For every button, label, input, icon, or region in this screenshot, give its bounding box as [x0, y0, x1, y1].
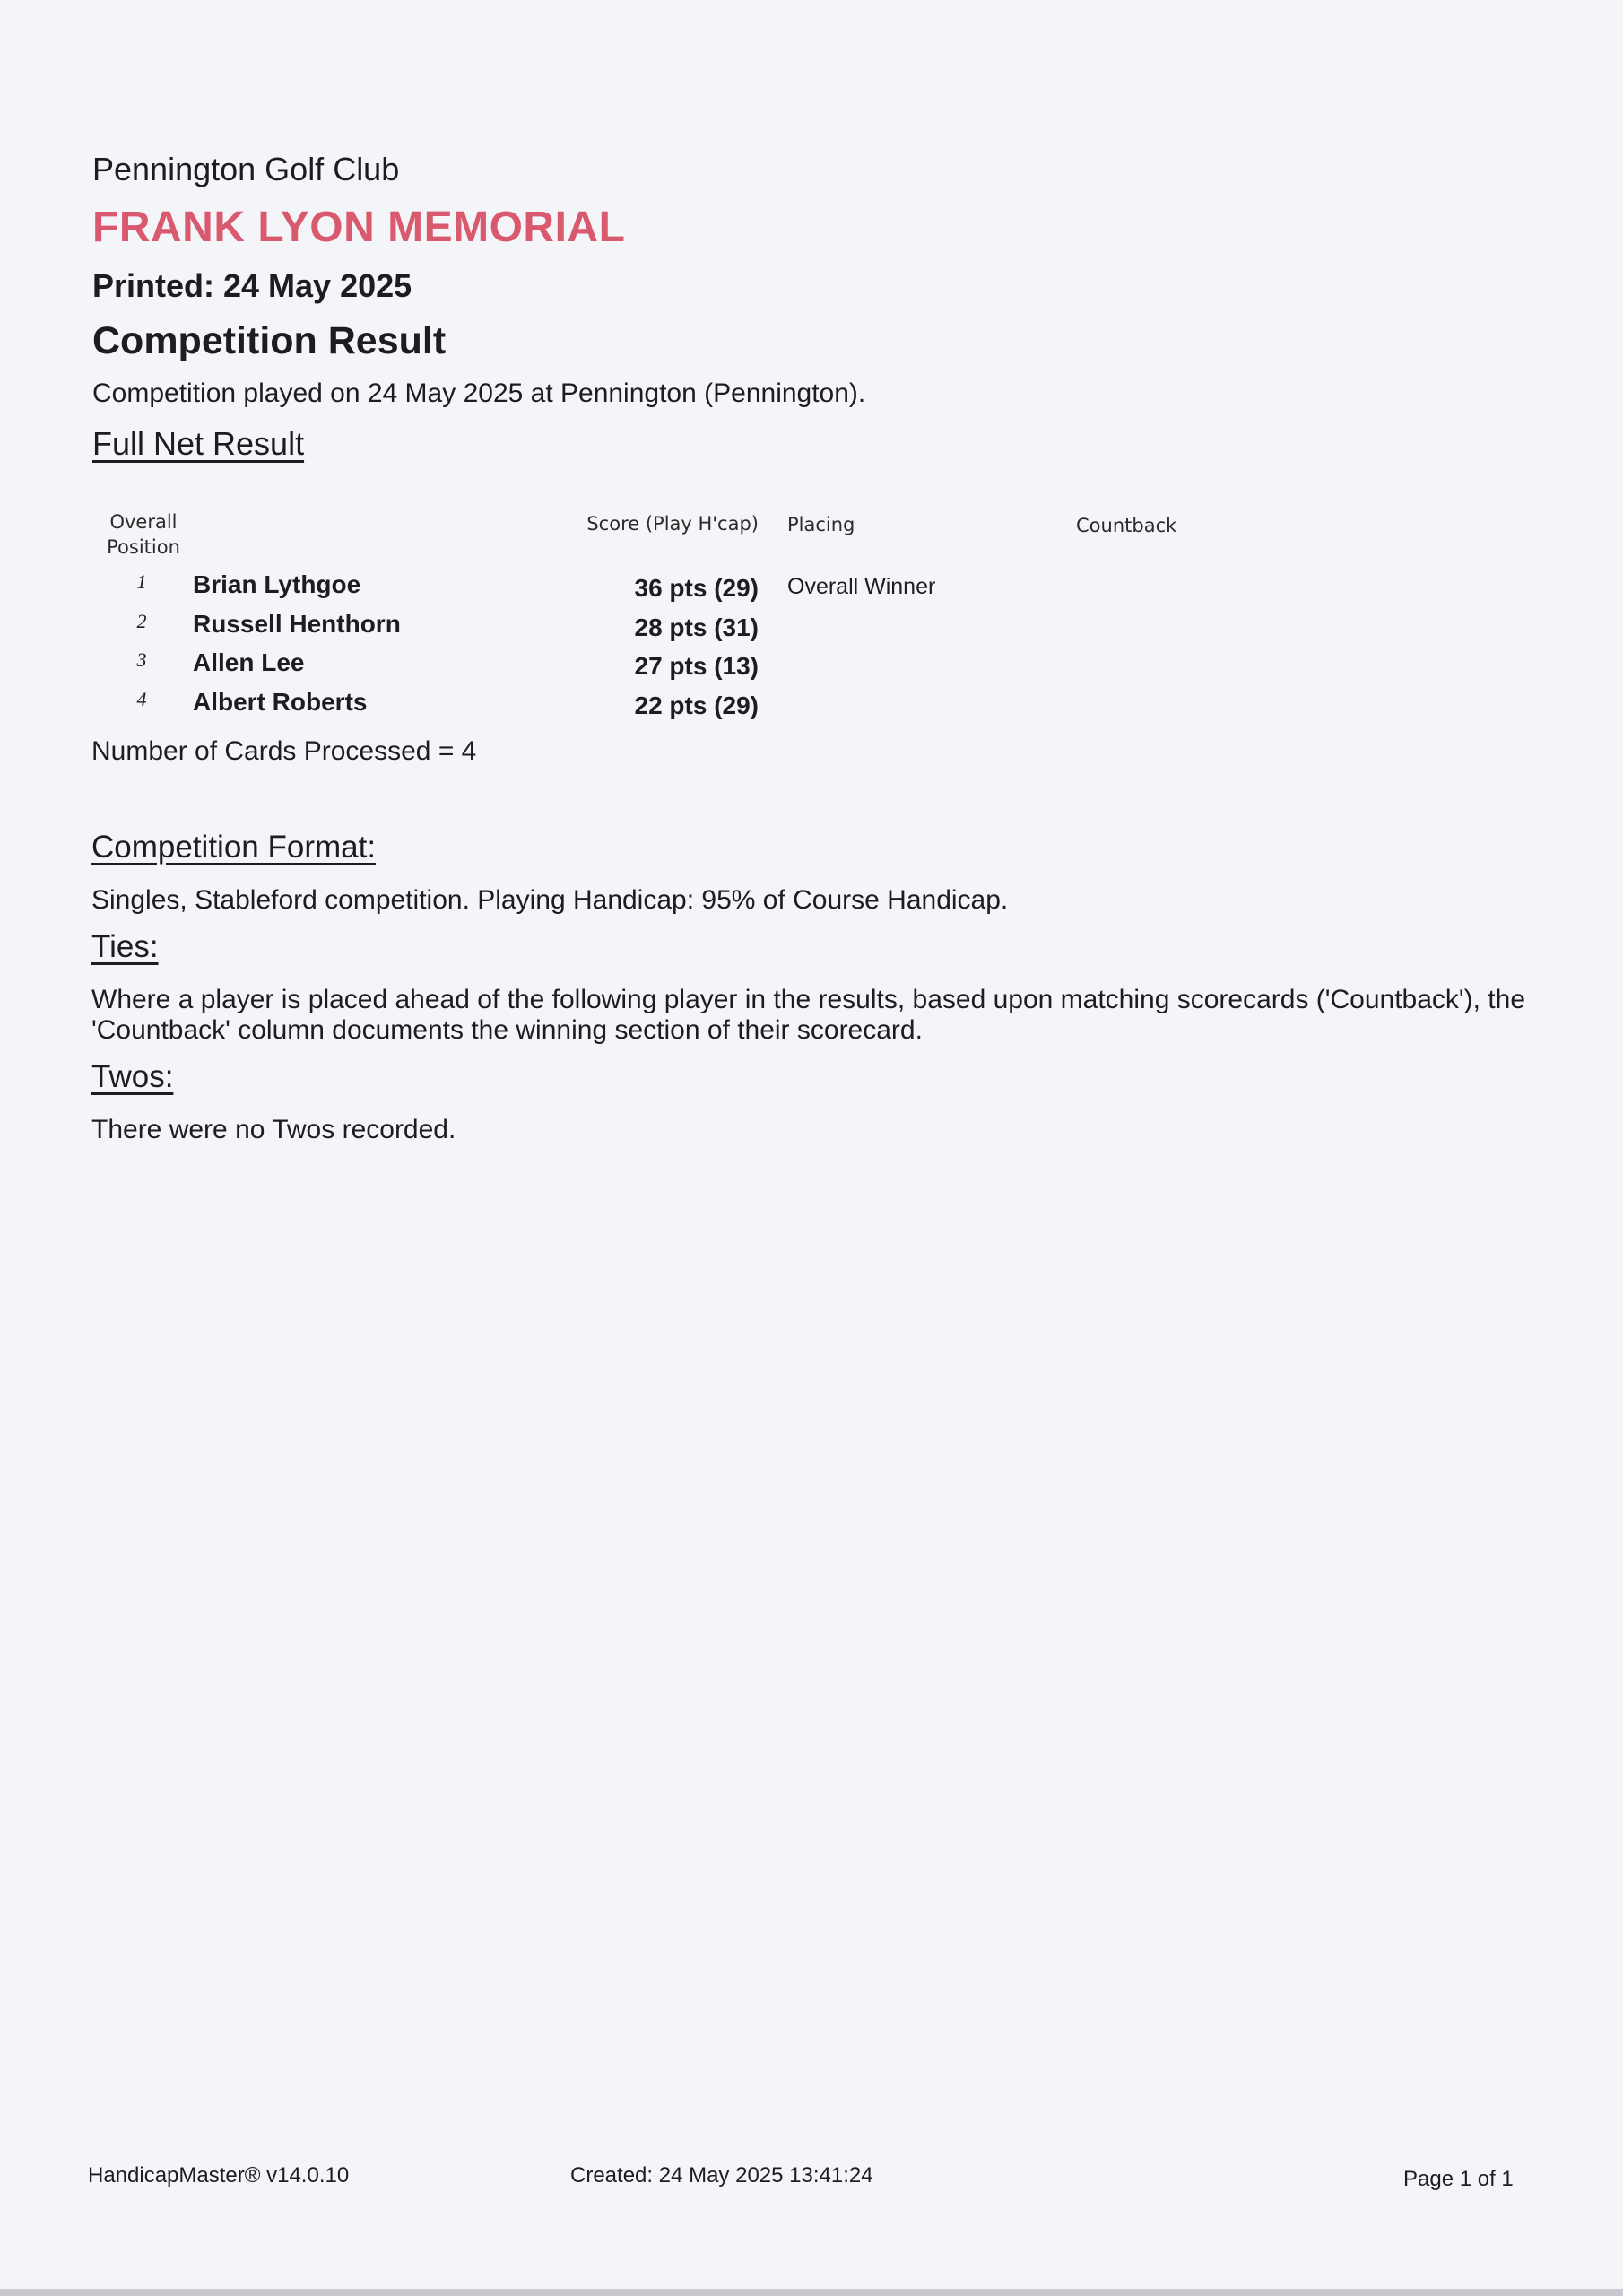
player-score: 22 pts (29) — [634, 691, 759, 719]
player-name: Allen Lee — [193, 648, 305, 676]
row-position: 1 — [136, 570, 147, 593]
column-header-position: Overall Position — [107, 511, 180, 558]
printed-date: Printed: 24 May 2025 — [92, 267, 412, 304]
player-score: 36 pts (29) — [634, 574, 759, 602]
column-header-countback: Countback — [1076, 515, 1177, 536]
club-name: Pennington Golf Club — [92, 151, 400, 187]
result-heading: Competition Result — [92, 319, 447, 362]
player-placing: Overall Winner — [787, 574, 936, 599]
player-name: Brian Lythgoe — [193, 570, 361, 598]
ties-text: Where a player is placed ahead of the following player in the results, based upon matching scorecards ('Countback'), the 'Countback' column documents the winning section of their scorecard. — [91, 985, 1526, 1045]
competition-title: FRANK LYON MEMORIAL — [92, 204, 626, 251]
player-score: 28 pts (31) — [634, 613, 759, 641]
twos-text: There were no Twos recorded. — [91, 1115, 456, 1144]
row-position: 3 — [136, 648, 147, 671]
net-result-heading: Full Net Result — [92, 425, 305, 462]
column-header-placing: Placing — [787, 514, 855, 535]
page-bottom-edge — [0, 2289, 1623, 2296]
footer-page-number: Page 1 of 1 — [1403, 2167, 1514, 2191]
column-header-score: Score (Play H'cap) — [586, 513, 759, 535]
row-position: 4 — [136, 688, 147, 710]
cards-processed: Number of Cards Processed = 4 — [91, 736, 477, 766]
player-name: Russell Henthorn — [193, 610, 401, 638]
footer-app-version: HandicapMaster® v14.0.10 — [88, 2163, 350, 2187]
format-text: Singles, Stableford competition. Playing Handicap: 95% of Course Handicap. — [91, 885, 1009, 915]
player-name: Albert Roberts — [193, 688, 368, 716]
row-position: 2 — [136, 610, 147, 632]
twos-heading: Twos: — [91, 1059, 174, 1094]
format-heading: Competition Format: — [91, 830, 377, 865]
ties-heading: Ties: — [91, 929, 159, 964]
player-score: 27 pts (13) — [634, 652, 759, 680]
footer-created: Created: 24 May 2025 13:41:24 — [570, 2163, 873, 2187]
played-on-text: Competition played on 24 May 2025 at Pennington (Pennington). — [92, 378, 866, 408]
